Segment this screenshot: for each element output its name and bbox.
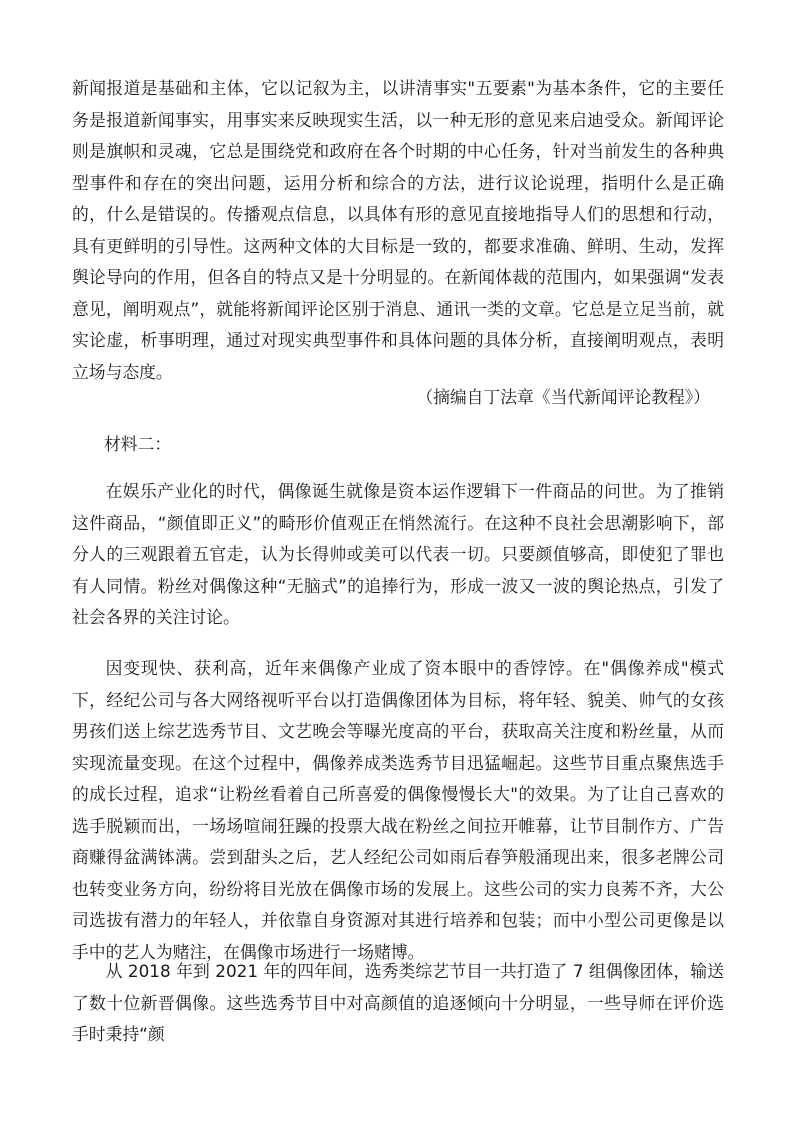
paragraph-news-reporting: 新闻报道是基础和主体，它以记叙为主，以讲清事实"五要素"为基本条件，它的主要任务是报道新闻事实，用事实来反映现实生活，以一种无形的意见来启迪受众。新闻评论则是旗帜和灵魂，它总是围绕党和政府在各个时期的中心任务，针对当前发生的各种典型事件和存在的突出问题，运用分析和综合的方法，进行议论说理，指明什么是正确的，什么是错误的。传播观点信息，以具体有形的意见直接地指导人们的思想和行动，具有更鲜明的引导性。这两种文体的大目标是一致的，都要求准确、鲜明、生动，发挥舆论导向的作用，但各自的特点又是十分明显的。在新闻体裁的范围内，如果强调“发表意见，阐明观点”，就能将新闻评论区别于消息、通讯一类的文章。它总是立足当前，就实论虚，析事明理，通过对现实典型事件和具体问题的具体分析，直接阐明观点，表明立场与态度。 [72,78,724,382]
paragraph-idol-commodity: 在娱乐产业化的时代，偶像诞生就像是资本运作逻辑下一件商品的问世。为了推销这件商品，“颜值即正义”的畸形价值观正在悄然流行。在这种不良社会思潮影响下，部分人的三观跟着五官走，认为长得帅或美可以代表一切。只要颜值够高，即使犯了罪也有人同情。粉丝对偶像这种“无脑式”的追捧行为，形成一波又一波的舆论热点，引发了社会各界的关注讨论。 [72,481,724,627]
paragraph-talent-shows: 从 2018 年到 2021 年的四年间，选秀类综艺节目一共打造了 7 组偶像团体，输送了数十位新晋偶像。这些选秀节目中对高颜值的追逐倾向十分明显，一些导师在评价选手时秉持“颜 [72,961,724,1044]
paragraph-idol-industry: 因变现快、获利高，近年来偶像产业成了资本眼中的香饽饽。在"偶像养成"模式下，经纪公司与各大网络视听平台以打造偶像团体为目标，将年轻、貌美、帅气的女孩男孩们送上综艺选秀节目、文艺晚会等曝光度高的平台，获取高关注度和粉丝量，从而实现流量变现。在这个过程中，偶像养成类选秀节目迅猛崛起。这些节目重点聚焦选手的成长过程，追求“让粉丝看着自己所喜爱的偶像慢慢长大"的效果。为了让自己喜欢的选手脱颖而出，一场场喧闹狂躁的投票大战在粉丝之间拉开帷幕，让节目制作方、广告商赚得盆满钵满。尝到甜头之后，艺人经纪公司如雨后春笋般涌现出来，很多老牌公司也转变业务方向，纷纷将目光放在偶像市场的发展上。这些公司的实力良莠不齐，大公司选拔有潜力的年轻人，并依靠自身资源对其进行培养和包装；而中小型公司更像是以手中的艺人为赌注，在偶像市场进行一场赌博。 [72,658,724,962]
material-two-label: 材料二： [104,434,172,454]
source-citation: （摘编自丁法章《当代新闻评论教程》） [416,387,710,407]
